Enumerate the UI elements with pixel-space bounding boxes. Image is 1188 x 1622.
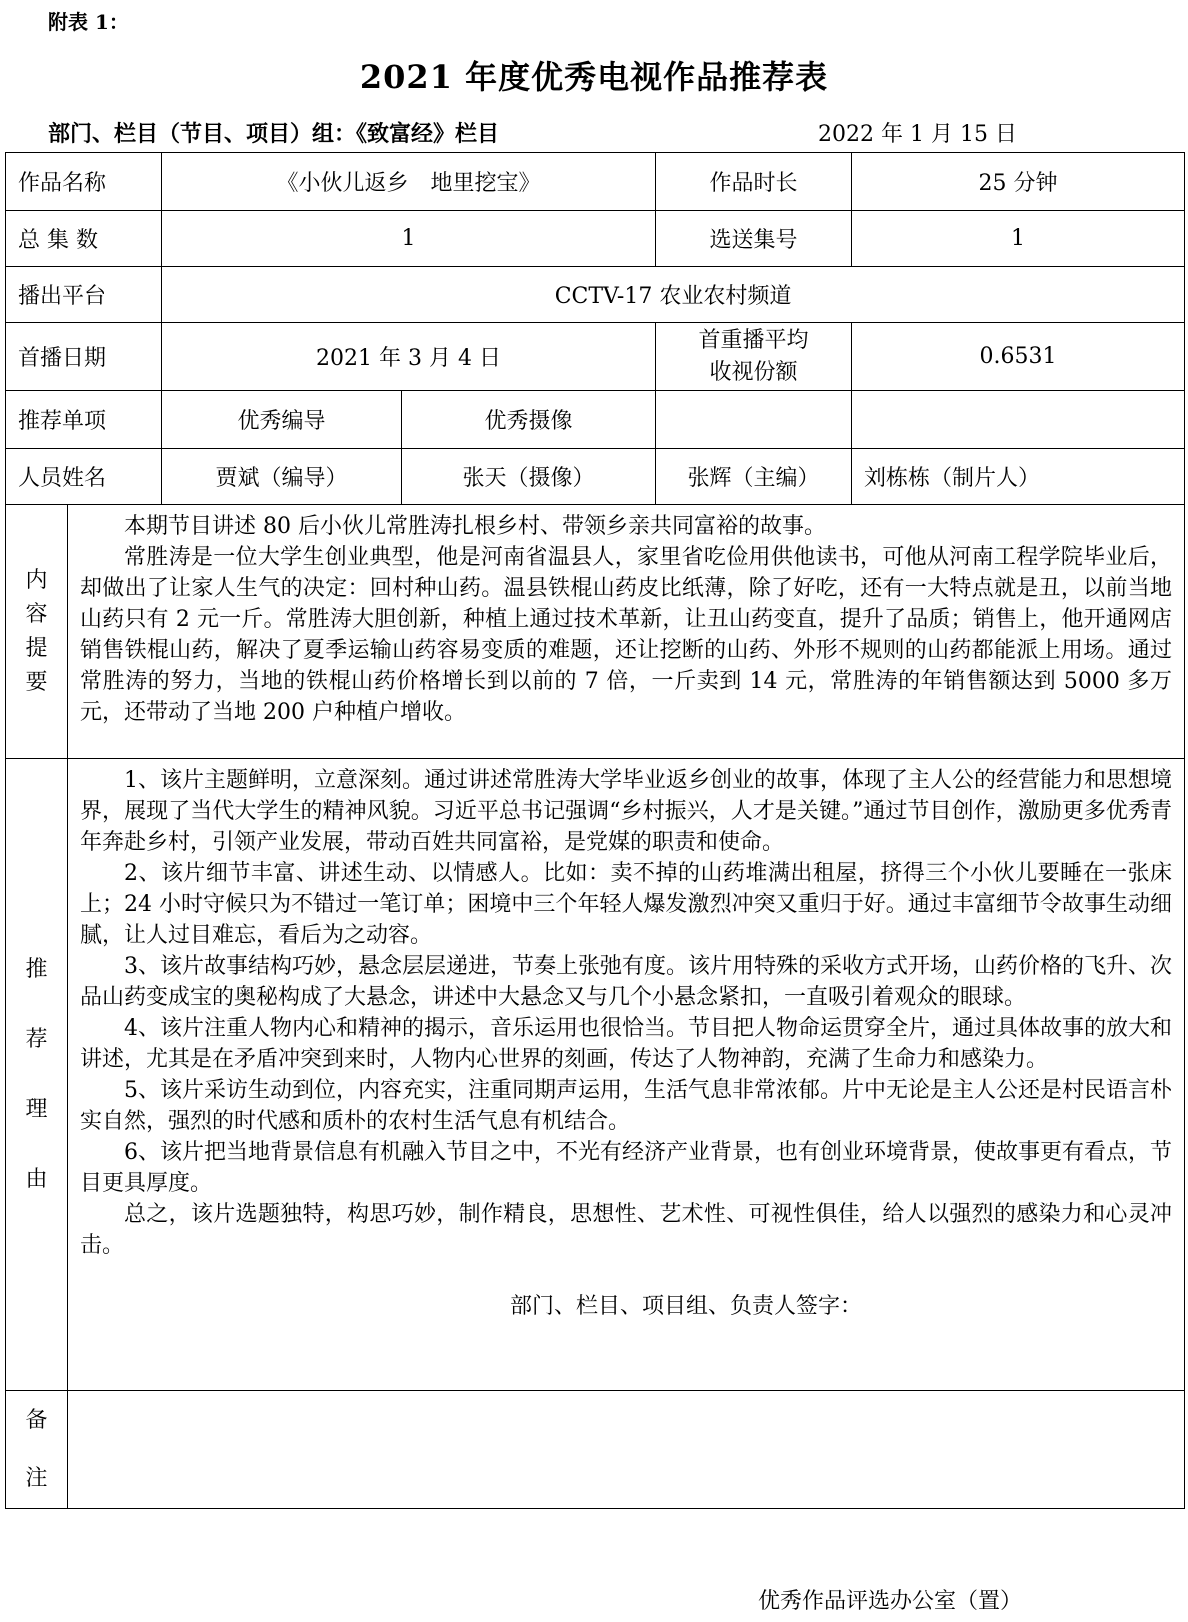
reason-paragraph: 3、该片故事结构巧妙，悬念层层递进，节奏上张弛有度。该片用特殊的采收方式开场，山药价格的飞升、次品山药变成宝的奥秘构成了大悬念，讲述中大悬念又与几个小悬念紧扣，一直吸引着观众的眼球。 <box>80 954 1173 1010</box>
department-line: 部门、栏目（节目、项目）组：《致富经》栏目 <box>48 121 500 147</box>
remarks-label <box>6 1391 68 1509</box>
row-awards <box>6 391 1185 449</box>
attachment-label: 附表 1： <box>48 10 129 34</box>
summary-label-char: 内 <box>25 567 48 593</box>
row-episodes <box>6 211 1185 267</box>
premiere-value: 2021 年 3 月 4 日 <box>162 323 656 391</box>
staff-2: 张天（摄像） <box>402 449 656 505</box>
row-remarks <box>6 1391 1185 1509</box>
award-1: 优秀编导 <box>162 391 402 449</box>
reason-paragraph: 总之，该片选题独特，构思巧妙，制作精良，思想性、艺术性、可视性俱佳，给人以强烈的感染力和心灵冲击。 <box>80 1202 1173 1258</box>
reason-content <box>68 759 1185 1391</box>
row-reasons <box>6 759 1185 1391</box>
reason-label-char: 荐 <box>25 1026 48 1052</box>
awards-label: 推荐单项 <box>6 391 162 449</box>
page-title: 2021 年度优秀电视作品推荐表 <box>359 58 829 96</box>
duration-value: 25 分钟 <box>852 153 1185 211</box>
episodes-value: 1 <box>162 211 656 267</box>
row-platform <box>6 267 1185 323</box>
rating-label-line1: 首重播平均 <box>698 327 809 353</box>
rating-label-line2: 收视份额 <box>709 359 798 385</box>
row-premiere <box>6 323 1185 391</box>
summary-content <box>68 505 1185 759</box>
remarks-label-char: 注 <box>25 1465 48 1491</box>
summary-paragraph: 常胜涛是一位大学生创业典型，他是河南省温县人，家里省吃俭用供他读书，可他从河南工程学院毕业后，却做出了让家人生气的决定：回村种山药。温县铁棍山药皮比纸薄，除了好吃，还有一大特点就是丑，以前当地山药只有 2 元一斤。常胜涛大胆创新，种植上通过技术革新，让丑山药变直，提升了品质；销售上，他开通网店销售铁棍山药，解决了夏季运输山药容易变质的难题，还让挖断的山药、外形不规则的山药都能派上用场。通过常胜涛的努力，当地的铁棍山药价格增长到以前的 7 倍，一斤卖到 14 元，常胜涛的年销售额达到 5000 多万元，还带动了当地 200 户种植户增收。 <box>80 545 1173 725</box>
reason-label-char: 推 <box>25 956 48 982</box>
date-line: 2022 年 1 月 15 日 <box>818 122 1017 147</box>
reason-label-char: 由 <box>25 1166 48 1192</box>
premiere-label: 首播日期 <box>6 323 162 391</box>
reason-paragraph: 5、该片采访生动到位，内容充实，注重同期声运用，生活气息非常浓郁。片中无论是主人公还是村民语言朴实自然，强烈的时代感和质朴的农村生活气息有机结合。 <box>80 1078 1173 1134</box>
duration-label: 作品时长 <box>656 153 852 211</box>
award-2: 优秀摄像 <box>402 391 656 449</box>
row-staff <box>6 449 1185 505</box>
summary-label-char: 提 <box>25 635 48 661</box>
selected-episode-value: 1 <box>852 211 1185 267</box>
signature-line: 部门、栏目、项目组、负责人签字： <box>510 1294 863 1319</box>
work-name-label: 作品名称 <box>6 153 162 211</box>
reason-paragraph: 2、该片细节丰富、讲述生动、以情感人。比如：卖不掉的山药堆满出租屋，挤得三个小伙儿要睡在一张床上；24 小时守候只为不错过一笔订单；困境中三个年轻人爆发激烈冲突又重归于好。通过丰富细节令故事生动细腻，让人过目难忘，看后为之动容。 <box>80 861 1173 948</box>
work-name-value: 《小伙儿返乡 地里挖宝》 <box>162 153 656 211</box>
remarks-content <box>68 1391 1185 1509</box>
staff-3: 张辉（主编） <box>656 449 852 505</box>
platform-label: 播出平台 <box>6 267 162 323</box>
award-3 <box>656 391 852 449</box>
reason-label <box>6 759 68 1391</box>
reason-paragraph: 1、该片主题鲜明，立意深刻。通过讲述常胜涛大学毕业返乡创业的故事，体现了主人公的经营能力和思想境界，展现了当代大学生的精神风貌。习近平总书记强调“乡村振兴，人才是关键。”通过节目创作，激励更多优秀青年奔赴乡村，引领产业发展，带动百姓共同富裕，是党媒的职责和使命。 <box>80 768 1173 855</box>
rating-label <box>656 323 852 391</box>
reason-paragraph: 6、该片把当地背景信息有机融入节目之中，不光有经济产业背景，也有创业环境背景，使故事更有看点，节目更具厚度。 <box>80 1140 1173 1196</box>
office-footer: 优秀作品评选办公室（置） <box>758 1589 1023 1614</box>
recommendation-form <box>5 152 1185 1509</box>
remarks-label-char: 备 <box>25 1407 48 1433</box>
reason-label-char: 理 <box>25 1096 48 1122</box>
award-4 <box>852 391 1185 449</box>
episodes-label: 总 集 数 <box>6 211 162 267</box>
staff-label: 人员姓名 <box>6 449 162 505</box>
rating-value: 0.6531 <box>852 323 1185 391</box>
reason-paragraph: 4、该片注重人物内心和精神的揭示，音乐运用也很恰当。节目把人物命运贯穿全片，通过具体故事的放大和讲述，尤其是在矛盾冲突到来时，人物内心世界的刻画，传达了人物神韵，充满了生命力和感染力。 <box>80 1016 1173 1072</box>
selected-episode-label: 选送集号 <box>656 211 852 267</box>
staff-4: 刘栋栋（制片人） <box>852 449 1185 505</box>
platform-value: CCTV-17 农业农村频道 <box>162 267 1185 323</box>
row-summary <box>6 505 1185 759</box>
summary-label-char: 容 <box>25 601 48 627</box>
row-work-name <box>6 153 1185 211</box>
summary-paragraph: 本期节目讲述 80 后小伙儿常胜涛扎根乡村、带领乡亲共同富裕的故事。 <box>124 514 826 539</box>
summary-label-char: 要 <box>25 669 48 695</box>
summary-label <box>6 505 68 759</box>
staff-1: 贾斌（编导） <box>162 449 402 505</box>
